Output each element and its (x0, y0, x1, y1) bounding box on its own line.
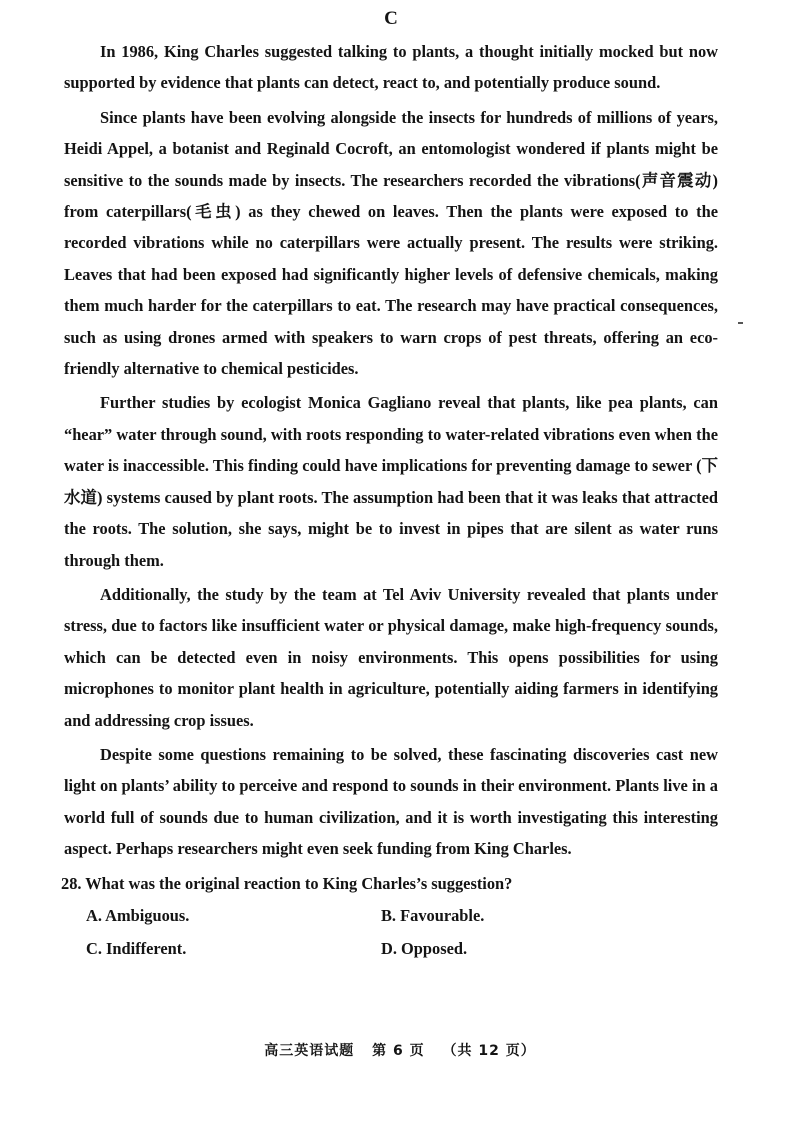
footer-page-number: 第 6 页 (372, 1043, 425, 1059)
option-c: C. Indifferent. (86, 938, 187, 958)
paragraph-5: Despite some questions remaining to be solved, these fascinating discoveries cast new light on plants’ ability to perceive and respond to sounds in their environment. Plants live in a world full of sounds due to human civilization, and it is worth investigating this interesting aspect. Perhaps researchers might even seek funding from King Charles. (64, 744, 718, 859)
footer-title: 高三英语试题 (264, 1043, 355, 1059)
section-heading: C (384, 8, 398, 29)
footer-total-pages: （共 12 页） (442, 1043, 536, 1059)
paragraph-4: Additionally, the study by the team at Tel Aviv University revealed that plants under stress, due to factors like insufficient water or physical damage, make high-frequency sounds, which can be detected even in noisy environments. This opens possibilities for using microphones to monitor plant health in agriculture, potentially aiding farmers in identifying and addressing crop issues. (64, 584, 718, 730)
margin-mark (738, 322, 743, 324)
page-footer (0, 1040, 800, 1060)
option-a: A. Ambiguous. (86, 905, 190, 925)
question-28: 28. What was the original reaction to King Charles’s suggestion? (61, 873, 513, 893)
passage-page (61, 6, 718, 965)
option-b: B. Favourable. (381, 905, 485, 925)
answer-options (86, 899, 718, 965)
paragraph-3: Further studies by ecologist Monica Gagliano reveal that plants, like pea plants, can “hear” water through sound, with roots responding to water-related vibrations even when the water is inaccessible. This finding could have implications for preventing damage to sewer (下水道) systems caused by plant roots. The assumption had been that it was leaks that attracted the roots. The solution, she says, might be to invest in pipes that are silent as water runs through them. (64, 393, 718, 570)
paragraph-2: Since plants have been evolving alongside the insects for hundreds of millions of years, Heidi Appel, a botanist and Reginald Cocroft, an entomologist wondered if plants might be sensitive to the sounds made by insects. The researchers recorded the vibrations(声音震动) from caterpillars(毛虫) as they chewed on leaves. Then the plants were exposed to the recorded vibrations while no caterpillars were actually present. The results were striking. Leaves that had been exposed had significantly higher levels of defensive chemicals, making them much harder for the caterpillars to eat. The research may have practical consequences, such as using drones armed with speakers to warn crops of pest threats, offering an eco-friendly alternative to chemical pesticides. (64, 107, 718, 379)
option-d: D. Opposed. (381, 938, 468, 958)
paragraph-1: In 1986, King Charles suggested talking to plants, a thought initially mocked but now supported by evidence that plants can detect, react to, and potentially produce sound. (64, 42, 718, 93)
